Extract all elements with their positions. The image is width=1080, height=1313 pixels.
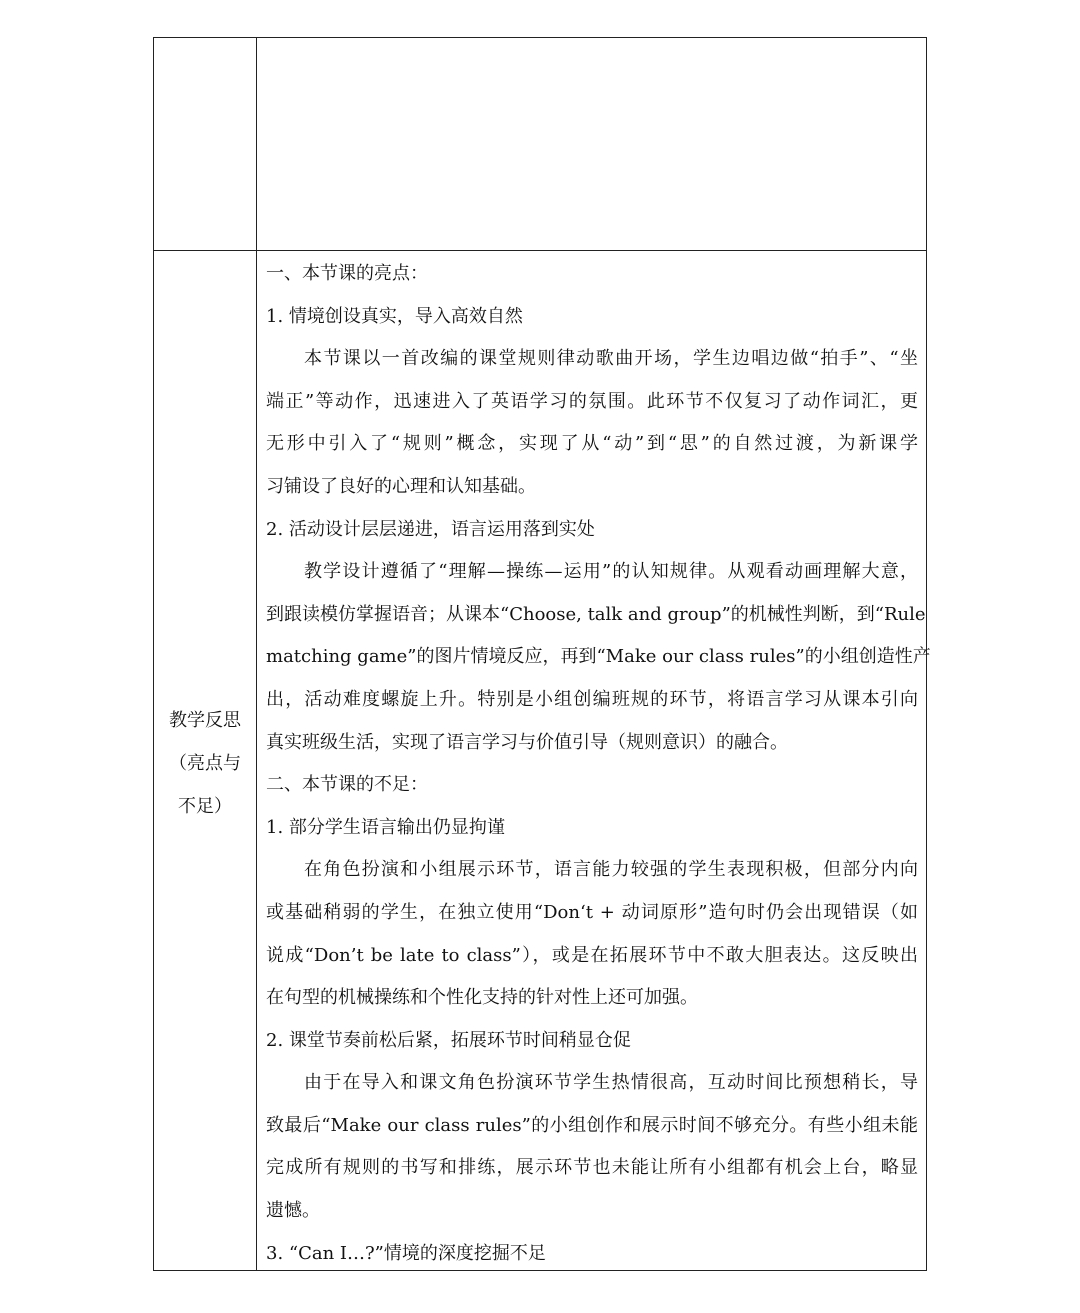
subheading: 2. 课堂节奏前松后紧，拓展环节时间稍显仓促 xyxy=(266,1029,631,1051)
paragraph-line: matching game”的图片情境反应，再到“Make our class rules”的小组创造性产 xyxy=(266,646,931,668)
row-divider xyxy=(154,250,926,251)
paragraph-line: 出，活动难度螺旋上升。特别是小组创编班规的环节，将语言学习从课本引向 xyxy=(266,688,918,710)
row-label-line: 不足） xyxy=(178,796,232,817)
paragraph-line: 真实班级生活，实现了语言学习与价值引导（规则意识）的融合。 xyxy=(266,731,788,753)
subheading: 2. 活动设计层层递进，语言运用落到实处 xyxy=(266,518,595,540)
subheading: 1. 情境创设真实，导入高效自然 xyxy=(266,305,523,327)
paragraph-line: 本节课以一首改编的课堂规则律动歌曲开场，学生边唱边做“拍手”、“坐 xyxy=(304,348,918,370)
paragraph-line: 端正”等动作，迅速进入了英语学习的氛围。此环节不仅复习了动作词汇，更 xyxy=(266,390,918,412)
paragraph-line: 致最后“Make our class rules”的小组创作和展示时间不够充分。有些小组未能 xyxy=(266,1114,918,1136)
column-divider xyxy=(256,38,257,1270)
paragraph-line: 完成所有规则的书写和排练，展示环节也未能让所有小组都有机会上台，略显 xyxy=(266,1157,918,1179)
reflection-content xyxy=(266,253,931,1275)
paragraph-line: 到跟读模仿掌握语音；从课本“Choose, talk and group”的机械性判断，到“Rule xyxy=(266,603,926,625)
row-label-teaching-reflection xyxy=(154,699,256,828)
section-heading-shortcomings: 二、本节课的不足： xyxy=(266,774,428,796)
paragraph-line: 在角色扮演和小组展示环节，语言能力较强的学生表现积极，但部分内向 xyxy=(304,859,918,881)
subheading: 3. “Can I…?”情境的深度挖掘不足 xyxy=(266,1242,546,1264)
paragraph-line: 教学设计遵循了“理解—操练—运用”的认知规律。从观看动画理解大意， xyxy=(304,561,918,583)
section-heading-highlights: 一、本节课的亮点： xyxy=(266,263,428,284)
paragraph-line: 由于在导入和课文角色扮演环节学生热情很高，互动时间比预想稍长，导 xyxy=(304,1072,918,1094)
row-label-line: 教学反思 xyxy=(169,710,241,731)
row-label-line: （亮点与 xyxy=(169,753,241,774)
paragraph-line: 说成“Don’t be late to class”），或是在拓展环节中不敢大胆表达。这反映出 xyxy=(266,944,918,966)
reflection-table xyxy=(153,37,931,1271)
paragraph-line: 习铺设了良好的心理和认知基础。 xyxy=(266,475,536,497)
paragraph-line: 无形中引入了“规则”概念，实现了从“动”到“思”的自然过渡，为新课学 xyxy=(266,433,918,455)
subheading: 1. 部分学生语言输出仍显拘谨 xyxy=(266,816,505,838)
paragraph-line: 遗憾。 xyxy=(266,1200,320,1222)
paragraph-line: 在句型的机械操练和个性化支持的针对性上还可加强。 xyxy=(266,987,698,1009)
paragraph-line: 或基础稍弱的学生，在独立使用“Don‘t + 动词原形”造句时仍会出现错误（如 xyxy=(266,901,918,923)
